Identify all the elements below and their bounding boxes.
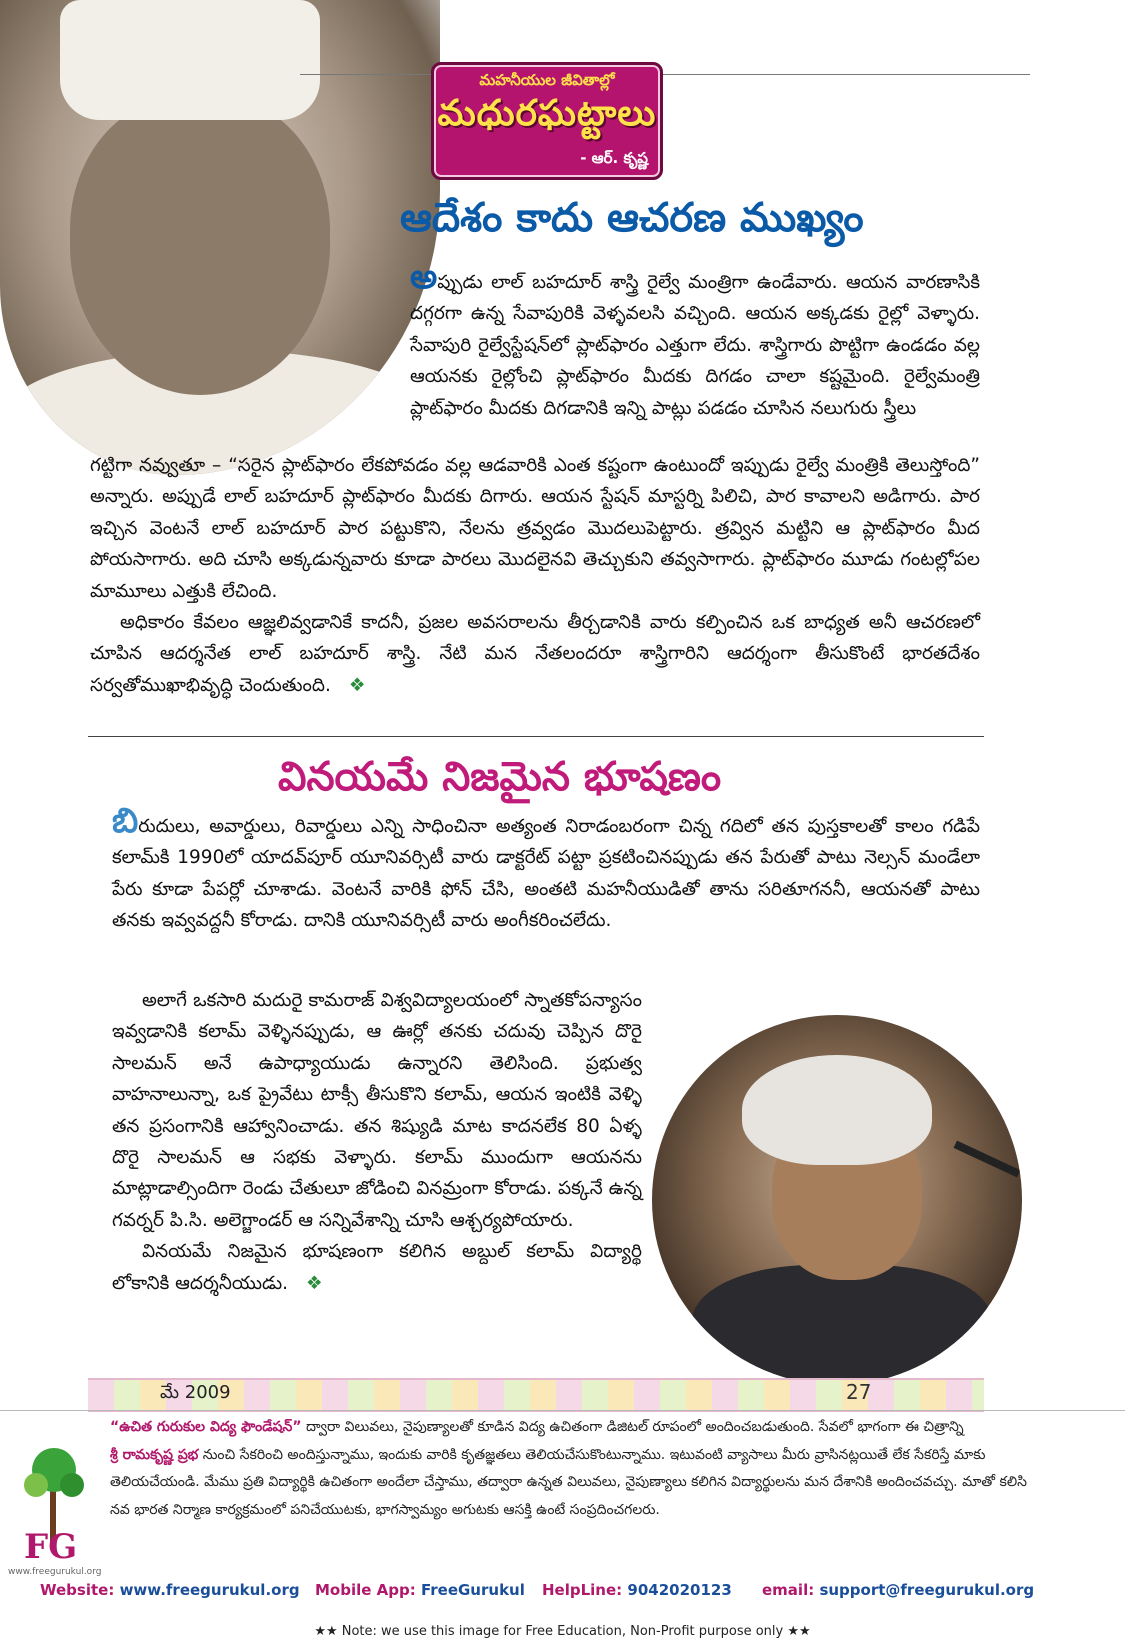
website-label: Website: [40,1581,115,1599]
story2-intro-text: రుదులు, అవార్డులు, రివార్డులు ఎన్ని సాధించినా అత్యంత నిరాడంబరంగా చిన్న గదిలో తన పుస్తకాలతో కాలం గడిపే కలామ్‌కి 1990లో యాదవ్‌పూర్ యూనివర్సిటీ వారు డాక్టరేట్ పట్టా ప్రకటించినప్పుడు తన పేరుతో పాటు నెల్సన్ మండేలా పేరు కూడా పేపర్లో చూశాడు. వెంటనే వారికి ఫోన్ చేసి, అంతటి మహనీయుడితో తాను సరితూగననీ, ఆయనతో పాటు తనకు ఇవ్వవద్దనీ కోరాడు. దానికి యూనివర్సిటీ వారు అంగీకరించలేదు. [112,816,980,932]
shastri-photo [0,0,440,475]
photo-face [70,95,330,395]
story1-conclusion: అధికారం కేవలం ఆజ్ఞలివ్వడానికే కాదనీ, ప్రజల అవసరాలను తీర్చడానికి వారు కల్పించిన ఒక బాధ్యత అనీ ఆచరణలో చూపిన ఆదర్శనేత లాల్ బహదూర్ శాస్త్రి. నేటి మన నేతలందరూ శాస్త్రిగారిని ఆదర్శంగా తీసుకొంటే భారతదేశం సర్వతోముఖాభివృద్ధి చెందుతుంది. [90,612,980,696]
issue-date: మే 2009 [160,1382,231,1403]
website-contact[interactable] [40,1581,300,1599]
foundation-line3: తెలియచేయండి. మేము ప్రతి విద్యార్థికి ఉచితంగా అందేలా చేస్తాము, తద్వారా ఉన్నత విలువలు, నైపుణ్యాలు కలిగిన విద్యార్థులను మన దేశానికి అందించవచ్చు. మాతో కలిసి [110,1474,1027,1490]
email-contact[interactable] [762,1581,1034,1599]
page-number: 27 [846,1380,872,1404]
story1-end-mark: ❖ [348,674,366,696]
foundation-line4: నవ భారత నిర్మాణ కార్యక్రమంలో పనిచేయుటకు, భాగస్వామ్యం అగుటకు ఆసక్తి ఉంటే సంప్రదించగలరు. [110,1501,660,1518]
helpline-label: HelpLine: [542,1581,623,1599]
story2-dropcap: బి [112,801,139,841]
photo-suit [692,1265,992,1385]
header-rule [300,74,1030,75]
helpline-number[interactable]: 9042020123 [627,1581,732,1599]
app-link[interactable]: FreeGurukul [420,1581,525,1599]
website-link[interactable]: www.freegurukul.org [119,1581,300,1599]
badge-title: మధురఘట్టాలు [437,93,657,134]
email-label: email: [762,1581,815,1599]
story2-body [112,985,642,1299]
story1-dropcap: అ [410,257,438,297]
page-banner [88,1378,984,1412]
story1-body [90,450,980,701]
story1-title: ఆదేశం కాదు ఆచరణ ముఖ్యం [400,195,864,241]
foundation-line2: నుంచి సేకరించి అందిస్తున్నాము, ఇందుకు వారికి కృతజ్ఞతలు తెలియచేసుకొంటున్నాము. ఇటువంటి వ్యాసాలు మీరు వ్రాసినట్లయితే లేక సేకరిస్తే మాకు [198,1446,986,1463]
series-badge [431,62,663,180]
source-name: శ్రీ రామకృష్ణ ప్రభ [110,1446,199,1463]
usage-note: ★★ Note: we use this image for Free Education, Non-Profit purpose only ★★ [314,1624,811,1639]
story2-end-mark: ❖ [306,1272,323,1294]
badge-author: - ఆర్. కృష్ణ [580,149,648,167]
kalam-photo [652,1015,1022,1385]
helpline-contact[interactable] [542,1581,732,1599]
story2-intro [112,801,980,937]
foundation-name: “ఉచిత గురుకుల విద్య ఫౌండేషన్” [110,1419,302,1435]
story1-body-text: గట్టిగా నవ్వుతూ – “సరైన ప్లాట్‌ఫారం లేకపోవడం వల్ల ఆడవారికి ఎంత కష్టంగా ఉంటుందో ఇప్పుడు రైల్వే మంత్రికి తెలుస్తోంది” అన్నారు. అప్పుడే లాల్ బహదూర్ ప్లాట్‌ఫారం మీదకు దిగారు. ఆయన స్టేషన్ మాస్టర్ని పిలిచి, పార కావాలని అడిగారు. పార ఇచ్చిన వెంటనే లాల్ బహదూర్ పార పట్టుకొని, నేలను త్రవ్వడం మొదలుపెట్టారు. త్రవ్విన మట్టిని ఆ ప్లాట్‌ఫారం మీద పోయసాగారు. అది చూసి అక్కడున్నవారు కూడా పారలు మొదలైనవి తెచ్చుకుని తవ్వసాగారు. ప్లాట్‌ఫారం మూడు గంటల్లోపల మామూలు ఎత్తుకి లేచింది. [90,455,980,602]
section-divider [88,736,984,737]
story2-title: వినయమే నిజమైన భూషణం [278,754,722,800]
footer-rule [0,1410,1125,1411]
svg-text:FG: FG [24,1527,78,1567]
story1-intro-text: ప్పుడు లాల్ బహదూర్ శాస్త్రి రైల్వే మంత్రిగా ఉండేవారు. ఆయన వారణాసికి దగ్గరగా ఉన్న సేవాపురికి వెళ్ళవలసి వచ్చింది. ఆయన అక్కడకు రైల్లో వెళ్ళారు. సేవాపురి రైల్వేస్టేషన్‌లో ప్లాట్‌ఫారం ఎత్తుగా లేదు. శాస్త్రిగారు పొట్టిగా ఉండడం వల్ల ఆయనకు రైల్లోంచి ప్లాట్‌ఫారం మీదకు దిగడం చాలా కష్టమైంది. రైల్వేమంత్రి ప్లాట్‌ఫారం మీదకు దిగడానికి ఇన్ని పాట్లు పడడం చూసిన నలుగురు స్త్రీలు [410,272,980,419]
badge-subtitle: మహనీయుల జీవితాల్లో [479,71,615,89]
freegurukul-logo [14,1430,94,1570]
foundation-note [110,1414,1110,1524]
story2-conclusion: వినయమే నిజమైన భూషణంగా కలిగిన అబ్దుల్ కలామ్ విద్యార్థి లోకానికి ఆదర్శనీయుడు. [112,1241,642,1294]
photo-hair [742,1055,932,1165]
microphone [954,1141,1021,1178]
logo-url: www.freegurukul.org [8,1567,102,1577]
story2-body-text: అలాగే ఒకసారి మదురై కామరాజ్ విశ్వవిద్యాలయంలో స్నాతకోపన్యాసం ఇవ్వడానికి కలామ్ వెళ్ళినప్పుడు, ఆ ఊర్లో తనకు చదువు చెప్పిన దొరై సాలమన్ అనే ఉపాధ్యాయుడు ఉన్నారని తెలిసింది. ప్రభుత్వ వాహనాలున్నా, ఒక ప్రైవేటు టాక్సీ తీసుకొని కలామ్, ఆయన ఇంటికి వెళ్ళి తన ప్రసంగానికి ఆహ్వానించాడు. తన శిష్యుడి మాట కాదనలేక 80 ఏళ్ళ దొరై సాలమన్ ఆ సభకు వెళ్ళారు. కలామ్ ముందుగా ఆయనను మాట్లాడాల్సిందిగా రెండు చేతులూ జోడించి వినమ్రంగా కోరాడు. పక్కనే ఉన్న గవర్నర్ పి.సి. అలెగ్జాండర్ ఆ సన్నివేశాన్ని చూసి ఆశ్చర్యపోయారు. [112,990,642,1231]
story1-intro [410,257,980,424]
foundation-line1: ద్వారా విలువలు, నైపుణ్యాలతో కూడిన విద్య ఉచితంగా డిజిటల్ రూపంలో అందించబడుతుంది. సేవలో భాగంగా ఈ చిత్రాన్ని [301,1419,964,1435]
app-label: Mobile App: [315,1581,416,1599]
app-contact[interactable] [315,1581,525,1599]
email-link[interactable]: support@freegurukul.org [819,1581,1035,1599]
photo-cap [60,0,320,120]
